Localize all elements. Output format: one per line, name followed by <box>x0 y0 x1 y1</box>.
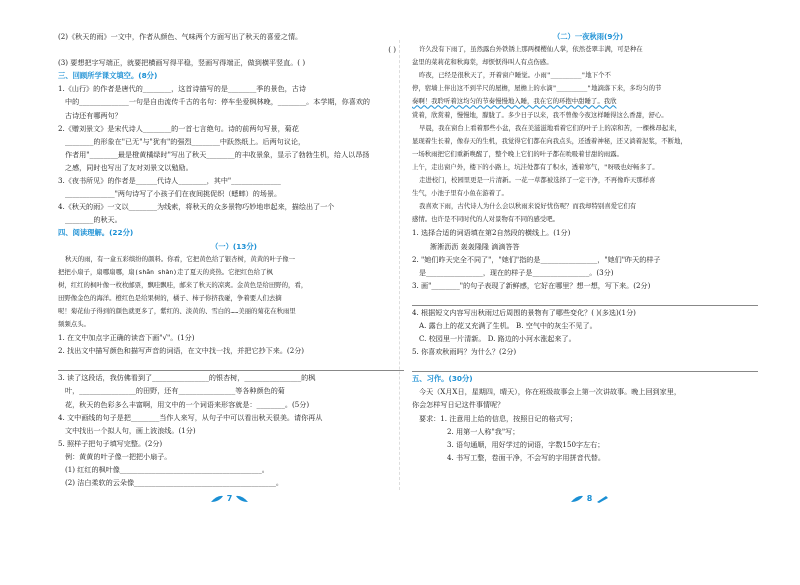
r1-q5-example: 例：黄黄的叶子像一把把小扇子。 <box>65 451 172 461</box>
passage-line: 感情。也许是不同时代的人对景物有不同的感受吧。 <box>412 215 559 224</box>
essay-req-4: 4. 书写工整，卷面干净，不会写的字用拼音代替。 <box>447 452 605 462</box>
page-number-text: 7 <box>226 494 233 503</box>
q3-2-b: ________的形象在"已无"与"犹有"的强烈________中跃然纸上。后两句议论， <box>65 136 306 146</box>
r1-q4-b: 文中找出一个拟人句，画上波浪线。(1分) <box>65 425 196 435</box>
passage-line: 频频点头。 <box>58 320 90 329</box>
essay-prompt-b: 你会怎样写日记这件事情呢？ <box>412 400 505 410</box>
q3-3-a: 3.《夜书所见》的作者是______代诗人________，其中"______________ <box>58 176 281 186</box>
q3-1-b: 中的______________一句是自由流传千古的名句：停车坐爱枫林晚，________。本学期，你喜欢的 <box>65 97 371 107</box>
r1-q5-2: (2) 洁白柔软的云朵像________________________________________。 <box>65 478 284 488</box>
r1-q3-c: 花，秋天的色彩多么丰富啊，用文中的一个词语来形容就是：________。(5分) <box>65 399 310 409</box>
r1-q3-b: 叶，________________的田野，还有________________等各种颜色的菊 <box>65 386 285 396</box>
r1-q5: 5. 照样子把句子填写完整。(2分) <box>58 438 163 448</box>
passage-line: 昨夜，已经是很秋天了，开着窗户睡觉。小雨"________"地下个不 <box>419 71 611 80</box>
passage-line: 许久没有下雨了，虽然露台外铁锈上那两棵樱仙人掌，依然苍翠丰满，可是种在 <box>419 45 643 54</box>
passage-line: 把把小扇子，扇哪扇哪，扇(shān shàn)走了夏天的炎热。它把红色给了枫 <box>58 267 273 276</box>
q3-4-a: 4.《秋天的雨》一文以________为线索，将秋天的众多景物巧妙地串起来，描绘出了一个 <box>58 202 335 212</box>
passage-line-underlined: 奏啊！我聆听着这均匀的节奏慢慢地入睡，我在它的环抱中甜睡了。我欣 <box>412 97 617 106</box>
q3-4-b: ________的秋天。 <box>65 215 122 225</box>
essay-req-3: 3. 语句通顺，用好学过的词语，字数150字左右； <box>447 439 605 449</box>
passage-line: 我喜欢下雨，古代诗人为什么会以秋雨来说好忧伤呢？而我却特别喜爱它们有 <box>419 202 637 211</box>
q3-2-c: 作者用"________最是橙黄橘绿时"写出了秋天________的丰收景象，显示了勃勃生机，给人以昂扬 <box>65 149 370 159</box>
answer-line[interactable] <box>412 358 758 372</box>
r2-q4: 4. 根据短文内容写出秋雨过后周围的景物有了哪些变化？( )(多选)(1分) <box>412 307 636 317</box>
r1-q3-a: 3. 读了这段话，我仿佛看到了________________的银杏树，________________的枫 <box>58 373 316 383</box>
r1-q5-1: (1) 红红的枫叶像________________________________________。 <box>65 465 269 474</box>
passage-line: 走进校门，校园里更是一片清新。一花一草都被选择了一定干净，不再像昨天那样喜 <box>419 176 656 185</box>
q3-2-d: 之感，同时也写出了友对刘景文以勉励。 <box>65 162 193 172</box>
essay-req-1: 要求：1. 注意用上给的信息，按照日记的格式写； <box>419 413 577 423</box>
answer-line[interactable] <box>412 292 758 306</box>
r1-q4-a: 4. 文中画线的句子是把________当作人来写，从句子中可以看出秋天很美。请你再从 <box>58 412 323 422</box>
page-number-right <box>570 494 609 503</box>
section-3-heading: 三、回顾所学课文填空。(8分) <box>58 71 158 81</box>
r2-q1: 1. 选择合适的词语填在第2自然段的横线上。(1分) <box>412 228 571 238</box>
leaf-icon <box>570 495 584 503</box>
passage-line: 树，红红的枫叶像一枚枚邮票，飘哇飘哇，邮来了秋天的凉爽。金黄色是给田野的，看， <box>58 280 308 289</box>
passage-line: 秋天的雨，有一盒五彩缤纷的颜料。你看，它把黄色给了银杏树，黄黄的叶子像一 <box>65 254 296 263</box>
r1-q2: 2. 找出文中描写颜色和描写声音的词语，在文中找一找，并把它抄下来。(2分) <box>58 346 305 356</box>
section-4-heading: 四、阅读理解。(22分) <box>58 228 134 238</box>
right-page <box>412 30 764 464</box>
passage-line: 盆里的菜莉花和秋海棠，却恹恹得叫人有点伤感。 <box>412 58 553 67</box>
answer-paren: ( ) <box>388 45 396 55</box>
passage-line: 田野像金色的海洋。橙红色是给果树的，橘子、柿子你挤我碰，争着要人们去摘 <box>58 293 282 302</box>
reading-1-title: （一）(13分) <box>210 241 257 251</box>
page-number-text: 8 <box>586 494 593 503</box>
passage-line: 早晨，我在窗台上看着那些小盆，我在美滋滋地看着它们的叶子上的凉和苦，一棵株昂起来， <box>419 123 682 132</box>
passage-line: 显现着生长着，像春天的生机，我觉得它们都在向我点头，还透着神秘，还又淌着泥浆，不断地， <box>412 136 687 145</box>
r1-q1: 1. 在文中加点字正确的读音下画"√"。(1分) <box>58 333 195 343</box>
r2-q5: 5. 你喜欢秋雨吗？为什么？(2分) <box>412 347 517 357</box>
passage-line: 赏着，欣赏着，慢慢地，朦胧了。多少日子以来，我不曾像今夜这样睡得这么香甜，舒心。 <box>412 110 668 119</box>
section-5-heading: 五、习作。(30分) <box>412 374 473 384</box>
passage-line: 一场秋雨把它们重新唤醒了，整个晚上它们的叶子都在吮吸着甘甜的雨露。 <box>412 149 623 158</box>
essay-req-2: 2. 用第一人称"我"写； <box>447 426 520 436</box>
left-page <box>58 30 410 489</box>
r2-q4-cd: C. 校园里一片清新。 D. 路边的小河水涨起来了。 <box>419 334 576 344</box>
reading-2-title: （二）一夜秋雨(9分) <box>552 32 624 41</box>
r2-q2-b: 是________________，现在的样子是________________。(3分) <box>419 267 614 277</box>
q3-3-b: ______________"两句诗写了小孩子们在夜间挑促织（蟋蟀）的场景。 <box>65 189 282 199</box>
leaf-icon <box>235 495 249 503</box>
answer-line[interactable] <box>58 357 404 371</box>
r2-q4-ab: A. 露台上的花又充满了生机。 B. 空气中的灰尘不见了。 <box>419 320 597 330</box>
q3-1-a: 1.《山行》的作者是唐代的________，这首诗描写的是________季的景色，古诗 <box>58 84 306 94</box>
judge-item-2: (2)《秋天的雨》一文中，作者从颜色、气味两个方面写出了秋天的喜爱之情。 <box>58 32 303 41</box>
q3-2-a: 2.《赠刘景文》是宋代诗人________的一首七言绝句。诗的前两句写景，菊花 <box>58 123 299 133</box>
r2-q2-a: 2. "她们昨天完全不同了"，"她们"指的是________________，"她们"昨天的样子 <box>412 254 661 264</box>
r2-q3: 3. 画"________"的句子表现了新鲜感，它好在哪里？想一想，写下来。(2分) <box>412 280 651 290</box>
essay-prompt-a: 今天（X月X日，星期四，晴天），你在班级故事会上第一次讲故事。晚上回到家里， <box>419 387 681 397</box>
passage-line: 上午，走出窗户外，楼下的小路上，坑洼处都有了积水，透着寒气，"呀吸也好畅多了。 <box>412 162 659 171</box>
judge-item-3: (3) 要想把字写端正，就要把横画写得平稳，竖画写得端正，做到横平竖直。( ) <box>58 58 306 68</box>
q3-1-c: 古诗还有哪两句？ <box>65 110 122 120</box>
passage-line: 呢！菊花仙子得到的颜色就更多了，紫红的、淡黄的、雪白的……美丽的菊花在秋雨里 <box>58 306 296 315</box>
r2-q1-options: 淅淅沥沥 轰轰隆隆 滴滴答答 <box>430 241 520 251</box>
page-number-left <box>210 494 249 503</box>
passage-line: 停，宿墙上伴出这不到半尺的屋檐，屋檐上的水滴"________"地滴落下来，多均匀的节 <box>412 84 662 93</box>
pencil-icon <box>595 495 609 503</box>
leaf-icon <box>210 495 224 503</box>
passage-line: 生气，小池子里有小鱼在游着了。 <box>412 189 508 198</box>
